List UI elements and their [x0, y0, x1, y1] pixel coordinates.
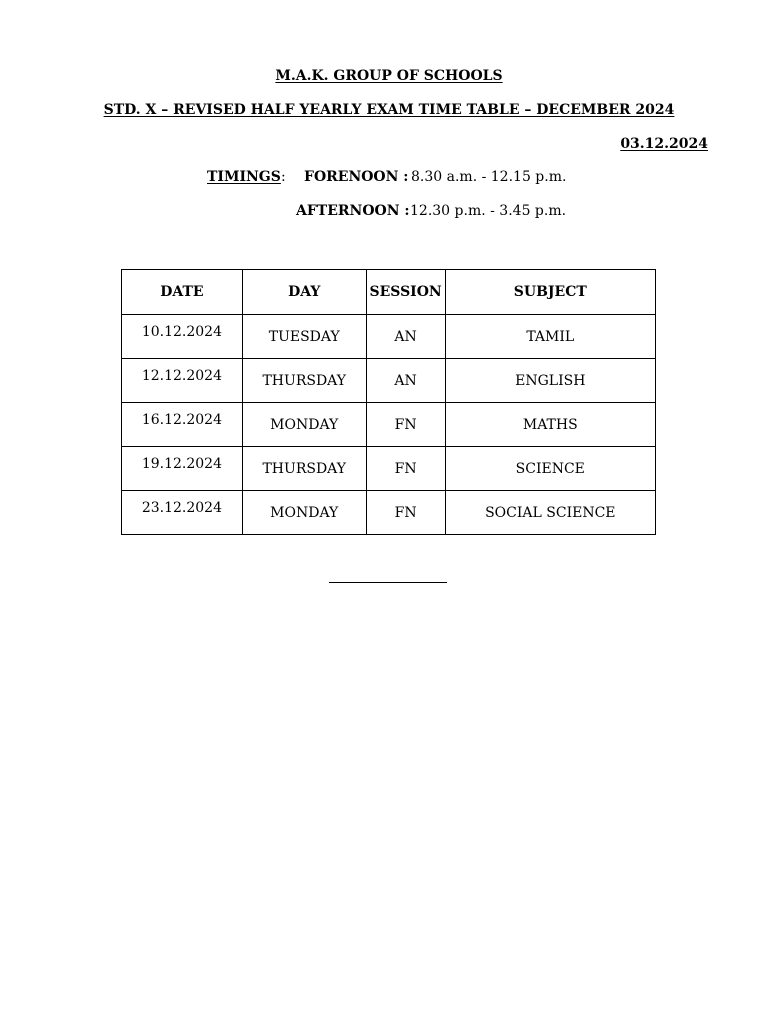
column-header-session: SESSION — [366, 270, 445, 315]
table-header-row — [122, 270, 656, 315]
timings-colon: : — [281, 169, 286, 185]
table-row — [122, 315, 656, 359]
exam-schedule-table — [121, 269, 656, 535]
table-row — [122, 447, 656, 491]
forenoon-label: FORENOON : — [304, 169, 409, 185]
subject-cell: SCIENCE — [445, 447, 655, 491]
day-cell: MONDAY — [242, 403, 366, 447]
session-cell: AN — [366, 359, 445, 403]
forenoon-time: 8.30 a.m. - 12.15 p.m. — [411, 169, 567, 185]
afternoon-time: 12.30 p.m. - 3.45 p.m. — [410, 203, 567, 219]
column-header-date: DATE — [122, 270, 243, 315]
table-row — [122, 403, 656, 447]
table-row — [122, 359, 656, 403]
date-cell: 10.12.2024 — [122, 315, 243, 359]
table-row — [122, 491, 656, 535]
subject-cell: TAMIL — [445, 315, 655, 359]
subject-cell: ENGLISH — [445, 359, 655, 403]
session-cell: AN — [366, 315, 445, 359]
day-cell: MONDAY — [242, 491, 366, 535]
column-header-day: DAY — [242, 270, 366, 315]
column-header-subject: SUBJECT — [445, 270, 655, 315]
issue-date: 03.12.2024 — [620, 136, 708, 152]
timings-label: TIMINGS — [207, 169, 281, 185]
date-cell: 19.12.2024 — [122, 447, 243, 491]
day-cell: THURSDAY — [242, 359, 366, 403]
subject-cell: MATHS — [445, 403, 655, 447]
date-cell: 16.12.2024 — [122, 403, 243, 447]
end-divider — [329, 582, 447, 583]
session-cell: FN — [366, 491, 445, 535]
date-cell: 12.12.2024 — [122, 359, 243, 403]
session-cell: FN — [366, 447, 445, 491]
day-cell: TUESDAY — [242, 315, 366, 359]
exam-title: STD. X – REVISED HALF YEARLY EXAM TIME TABLE – DECEMBER 2024 — [103, 102, 675, 118]
afternoon-label: AFTERNOON : — [296, 203, 410, 219]
school-name: M.A.K. GROUP OF SCHOOLS — [275, 68, 503, 84]
date-cell: 23.12.2024 — [122, 491, 243, 535]
subject-cell: SOCIAL SCIENCE — [445, 491, 655, 535]
day-cell: THURSDAY — [242, 447, 366, 491]
session-cell: FN — [366, 403, 445, 447]
